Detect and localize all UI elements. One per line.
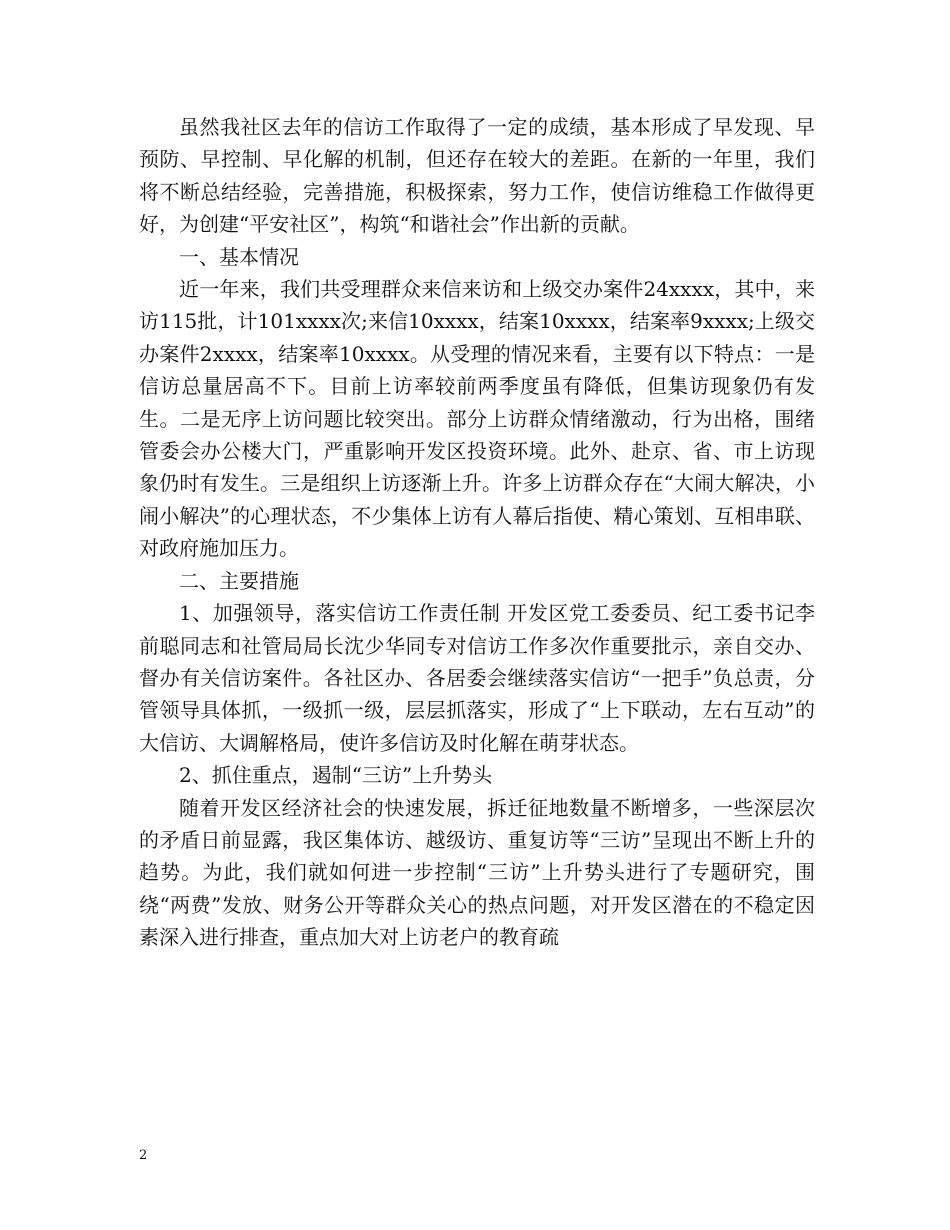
paragraph-intro: 虽然我社区去年的信访工作取得了一定的成绩，基本形成了早发现、早预防、早控制、早化解的机制，但还存在较大的差距。在新的一年里，我们将不断总结经验，完善措施，积极探索，努力工作，使信访维稳工作做得更好，为创建“平安社区”，构筑“和谐社会”作出新的贡献。	[139, 115, 815, 237]
heading-main-measures: 二、主要措施	[179, 568, 299, 593]
document-body	[139, 111, 815, 954]
paragraph-measure-2: 随着开发区经济社会的快速发展，拆迁征地数量不断增多，一些深层次的矛盾日前显露，我区集体访、越级访、重复访等“三访”呈现出不断上升的趋势。为此，我们就如何进一步控制“三访”上升势头进行了专题研究，围绕“两费”发放、财务公开等群众关心的热点问题，对开发区潜在的不稳定因素深入进行排查，重点加大对上访老户的教育疏	[139, 795, 815, 950]
page-number: 2	[139, 1148, 148, 1163]
heading-basic-situation: 一、基本情况	[179, 244, 299, 269]
heading-measure-2: 2、抓住重点，遏制“三访”上升势头	[179, 763, 493, 788]
paragraph-basic-situation: 近一年来，我们共受理群众来信来访和上级交办案件24xxxx，其中，来访115批，计101xxxx次;来信10xxxx，结案10xxxx，结案率9xxxx;上级交办案件2xxxx，结案率10xxxx。从受理的情况来看，主要有以下特点：一是信访总量居高不下。目前上访率较前两季度虽有降低，但集访现象仍有发生。二是无序上访问题比较突出。部分上访群众情绪激动，行为出格，围绪管委会办公楼大门，严重影响开发区投资环境。此外、赴京、省、市上访现象仍时有发生。三是组织上访逐渐上升。许多上访群众存在“大闹大解决，小闹小解决”的心理状态，不少集体上访有人幕后指使、精心策划、互相串联、对政府施加压力。	[139, 277, 815, 561]
paragraph-measure-1: 1、加强领导，落实信访工作责任制 开发区党工委委员、纪工委书记李前聪同志和社管局局长沈少华同专对信访工作多次作重要批示，亲自交办、督办有关信访案件。各社区办、各居委会继续落实信访“一把手”负总责，分管领导具体抓，一级抓一级，层层抓落实，形成了“上下联动，左右互动”的大信访、大调解格局，使许多信访及时化解在萌芽状态。	[139, 601, 815, 755]
